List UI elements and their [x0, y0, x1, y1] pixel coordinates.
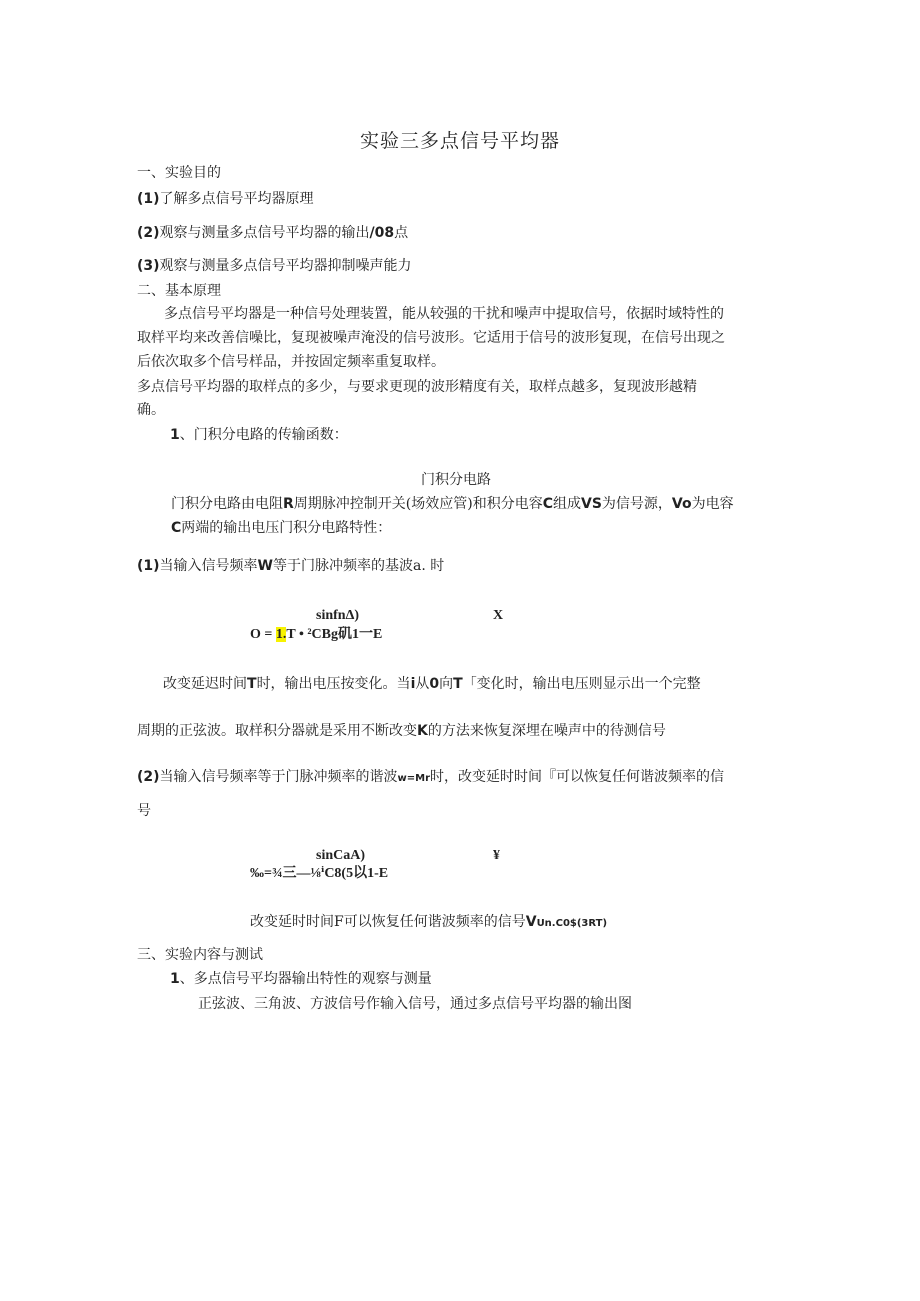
symbol-R: R: [283, 496, 294, 512]
text-run: 两端的输出电压门积分电路特性：: [181, 520, 392, 536]
symbol-T: T: [453, 676, 463, 692]
subheading-number: 1: [170, 427, 180, 443]
case-2-heading-continued: 号: [137, 803, 151, 819]
formula-1: [250, 625, 382, 645]
subheading-text: 、多点信号平均器输出特性的观察与测量: [179, 971, 432, 987]
item-number: (2): [137, 225, 160, 241]
section-heading-principle: 二、基本原理: [137, 283, 221, 299]
principle-paragraph-line: 多点信号平均器的取样点的多少，与要求更现的波形精度有关，取样点越多，复现波形越精: [137, 379, 697, 395]
section-heading-objectives: 一、实验目的: [137, 165, 221, 181]
symbol-T: T: [247, 676, 257, 692]
case-1-heading: [137, 556, 444, 576]
text-run: 的方法来恢复深埋在噪声中的待测信号: [427, 723, 666, 739]
principle-paragraph-line: 取样平均来改善信噪比，复现被噪声淹没的信号波形。它适用于信号的波形复现，在信号出现之: [137, 330, 725, 346]
symbol-K: K: [417, 723, 428, 739]
symbol-w: w=Mr: [397, 773, 431, 784]
formula-1-numerator: sinfnΔ): [316, 608, 360, 623]
text-run: 时，改变延时时间『可以恢复任何谐波频率的信: [430, 769, 725, 785]
text-run: 门积分电路由电阻: [171, 496, 283, 512]
principle-paragraph-line: 后依次取多个信号样品，并按固定频率重复取样。: [137, 354, 445, 370]
subheading-output-characteristics: [170, 969, 432, 989]
item-text: 了解多点信号平均器原理: [159, 191, 314, 207]
result-line-3: [250, 912, 607, 934]
symbol-W: W: [257, 558, 273, 574]
principle-paragraph-line: 确。: [137, 402, 165, 418]
symbol-V: V: [525, 914, 537, 930]
objective-item-1: [137, 189, 314, 209]
symbol-zero: 0: [429, 676, 440, 692]
objective-item-2: [137, 223, 408, 243]
item-number: (3): [137, 258, 160, 274]
formula-2: ‰=¾三—⅛ⁱC8(5以1-E: [250, 866, 389, 881]
text-run: 为电容: [691, 496, 734, 512]
figure-caption: 门积分电路: [421, 472, 491, 488]
text-run: 「变化时，输出电压则显示出一个完整: [462, 676, 701, 692]
text-run: 当输入信号频率等于门脉冲频率的谐波: [159, 769, 398, 785]
case-number: (2): [137, 769, 160, 785]
text-run: 周期的正弦波。取样积分器就是采用不断改变: [137, 723, 417, 739]
text-run: 向: [439, 676, 454, 692]
principle-paragraph-line: 多点信号平均器是一种信号处理装置，能从较强的干扰和噪声中提取信号，依据时域特性的: [164, 306, 724, 322]
case-number: (1): [137, 558, 160, 574]
text-run: 周期脉冲控制开关(场效应管)和积分电容: [293, 496, 543, 512]
text-run: 为信号源，: [601, 496, 672, 512]
symbol-Vo: Vo: [671, 496, 692, 512]
item-text: 观察与测量多点信号平均器的输出: [159, 225, 370, 241]
symbol-C: C: [542, 496, 553, 512]
subheading-text: 、门积分电路的传输函数：: [179, 427, 348, 443]
item-text: 观察与测量多点信号平均器抑制噪声能力: [159, 258, 412, 274]
item-code: /08: [369, 225, 395, 241]
symbol-C: C: [171, 520, 182, 536]
formula-1-x: X: [493, 608, 504, 623]
symbol-subscript: Un.C0$(3RT): [536, 918, 608, 929]
case-2-heading: [137, 767, 724, 789]
result-line-2: [137, 721, 666, 741]
symbol-i: i: [410, 676, 416, 692]
formula-2-numerator: sinCaA): [316, 848, 366, 863]
text-run: 改变延时时间F可以恢复任何谐波频率的信号: [250, 914, 526, 930]
formula-text: O =: [250, 627, 276, 642]
text-run: 当输入信号频率: [159, 558, 258, 574]
subheading-gate-integrator: [170, 425, 348, 445]
text-run: 时，输出电压按变化。当: [256, 676, 411, 692]
subheading-number: 1: [170, 971, 180, 987]
highlighted-term: 1.: [275, 627, 287, 642]
text-run: 从: [415, 676, 430, 692]
formula-text: T • ²CBg矶1一E: [286, 627, 383, 642]
item-tail: 点: [394, 225, 409, 241]
circuit-description-line-1: [171, 494, 734, 514]
result-line-1: [163, 674, 701, 694]
formula-2-yen: ¥: [493, 848, 500, 863]
item-number: (1): [137, 191, 160, 207]
text-run: 组成: [553, 496, 581, 512]
objective-item-3: [137, 256, 412, 276]
text-run: 改变延迟时间: [163, 676, 247, 692]
section-heading-experiment: 三、实验内容与测试: [137, 947, 263, 963]
page-title: 实验三多点信号平均器: [359, 130, 560, 152]
symbol-VS: VS: [581, 496, 602, 512]
circuit-description-line-2: [171, 518, 391, 538]
experiment-paragraph: 正弦波、三角波、方波信号作输入信号，通过多点信号平均器的输出图: [198, 996, 632, 1012]
text-run: 等于门脉冲频率的基波a. 时: [273, 558, 445, 574]
